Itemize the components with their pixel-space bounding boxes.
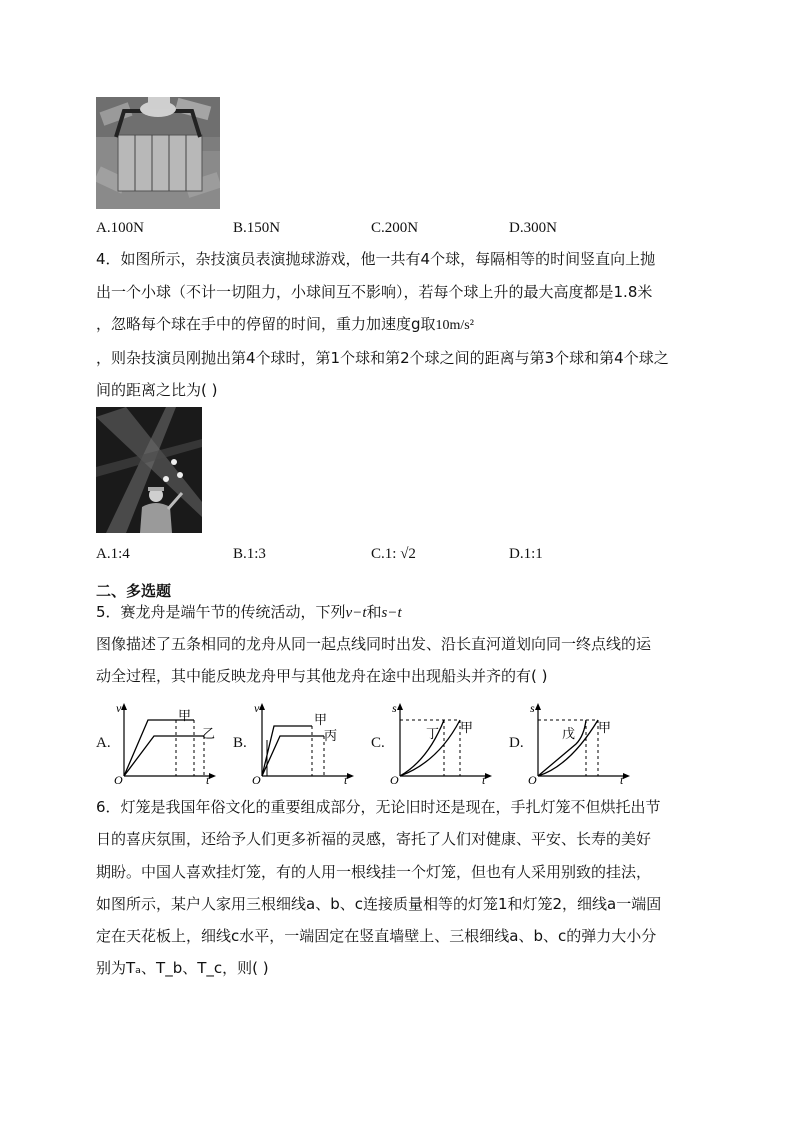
q3-option-d: D.300N [509,220,557,236]
q4-line-3-text: ，忽略每个球在手中的停留的时间，重力加速度g取 [96,315,436,333]
q5-option-d-letter: D. [509,735,524,751]
q5-c-yaxis: s [392,701,397,715]
q5-c-xaxis: t [482,773,486,784]
q5-line-1-text: 5．赛龙舟是端午节的传统活动，下列 [96,603,346,621]
q5-option-c-letter: C. [371,735,385,751]
q5-d-xaxis: t [620,773,624,784]
q4-option-d: D.1:1 [509,546,543,562]
section-heading: 二、多选题 [96,582,172,600]
q4-line-3 [96,313,474,337]
q5-c-other: 丁 [426,727,440,742]
juggler-photo [96,407,202,533]
q5-line-3: 动全过程，其中能反映龙舟甲与其他龙舟在途中出现船头并齐的有( ) [96,667,548,685]
q5-a-xaxis: t [206,773,210,784]
q4-option-c-text: C.1: [371,546,397,562]
q5-option-a-letter: A. [96,735,111,751]
q3-option-c: C.200N [371,220,419,236]
q5-a-top: 甲 [178,709,192,724]
q4-line-4: ，则杂技演员刚抛出第4个球时，第1个球和第2个球之间的距离与第3个球和第4个球之 [96,349,669,367]
q5-c-top: 甲 [460,721,474,736]
bricks-photo [96,97,220,209]
q5-b-top: 甲 [314,713,328,728]
q6-line-4: 如图所示，某户人家用三根细线a、b、c连接质量相等的灯笼1和灯笼2，细线a一端固 [96,895,662,913]
q5-d-top: 甲 [598,721,612,736]
q4-option-a: A.1:4 [96,546,130,562]
q5-a-origin: O [114,773,123,784]
q5-b-other: 丙 [324,729,338,744]
q6-line-3: 期盼。中国人喜欢挂灯笼，有的人用一根线挂一个灯笼，但也有人采用别致的挂法， [96,863,652,881]
q6-line-5: 定在天花板上，细线c水平，一端固定在竖直墙壁上、三根细线a、b、c的弹力大小分 [96,927,657,945]
q5-b-yaxis: v [254,701,260,715]
q5-a-yaxis: v [116,701,122,715]
q5-d-other: 戊 [562,727,576,742]
q5-graph-c [388,700,498,784]
q5-graph-b [250,700,360,784]
q5-st: s−t [381,605,402,621]
q6-line-2: 日的喜庆氛围，还给予人们更多祈福的灵感，寄托了人们对健康、平安、长寿的美好 [96,830,652,848]
q4-line-5: 间的距离之比为( ) [96,381,218,399]
q5-graph-a [112,700,222,784]
q5-c-origin: O [390,773,399,784]
q4-line-2: 出一个小球（不计一切阻力，小球间互不影响），若每个球上升的最大高度都是1.8米 [96,283,653,301]
q5-and: 和 [366,603,382,621]
q5-a-other: 乙 [202,727,216,742]
q5-b-xaxis: t [344,773,348,784]
q5-d-yaxis: s [530,701,535,715]
q5-option-b-letter: B. [233,735,247,751]
q5-vt: v−t [345,605,367,621]
q5-b-origin: O [252,773,261,784]
q5-line-2: 图像描述了五条相同的龙舟从同一起点线同时出发、沿长直河道划向同一终点线的运 [96,635,652,653]
q4-gravity-unit: 10m/s² [435,318,474,333]
q5-graph-d [526,700,636,784]
q4-option-c-radical: √2 [400,546,416,562]
q5-line-1 [96,601,402,624]
q4-option-c [371,546,416,563]
q3-option-b: B.150N [233,220,281,236]
q4-line-1: 4．如图所示，杂技演员表演抛球游戏，他一共有4个球，每隔相等的时间竖直向上抛 [96,250,656,268]
q4-option-b: B.1:3 [233,546,266,562]
q3-option-a: A.100N [96,220,144,236]
q5-d-origin: O [528,773,537,784]
q6-line-1: 6．灯笼是我国年俗文化的重要组成部分，无论旧时还是现在，手扎灯笼不但烘托出节 [96,798,661,816]
q6-line-6: 别为Tₐ、T_b、T_c，则( ) [96,959,269,977]
